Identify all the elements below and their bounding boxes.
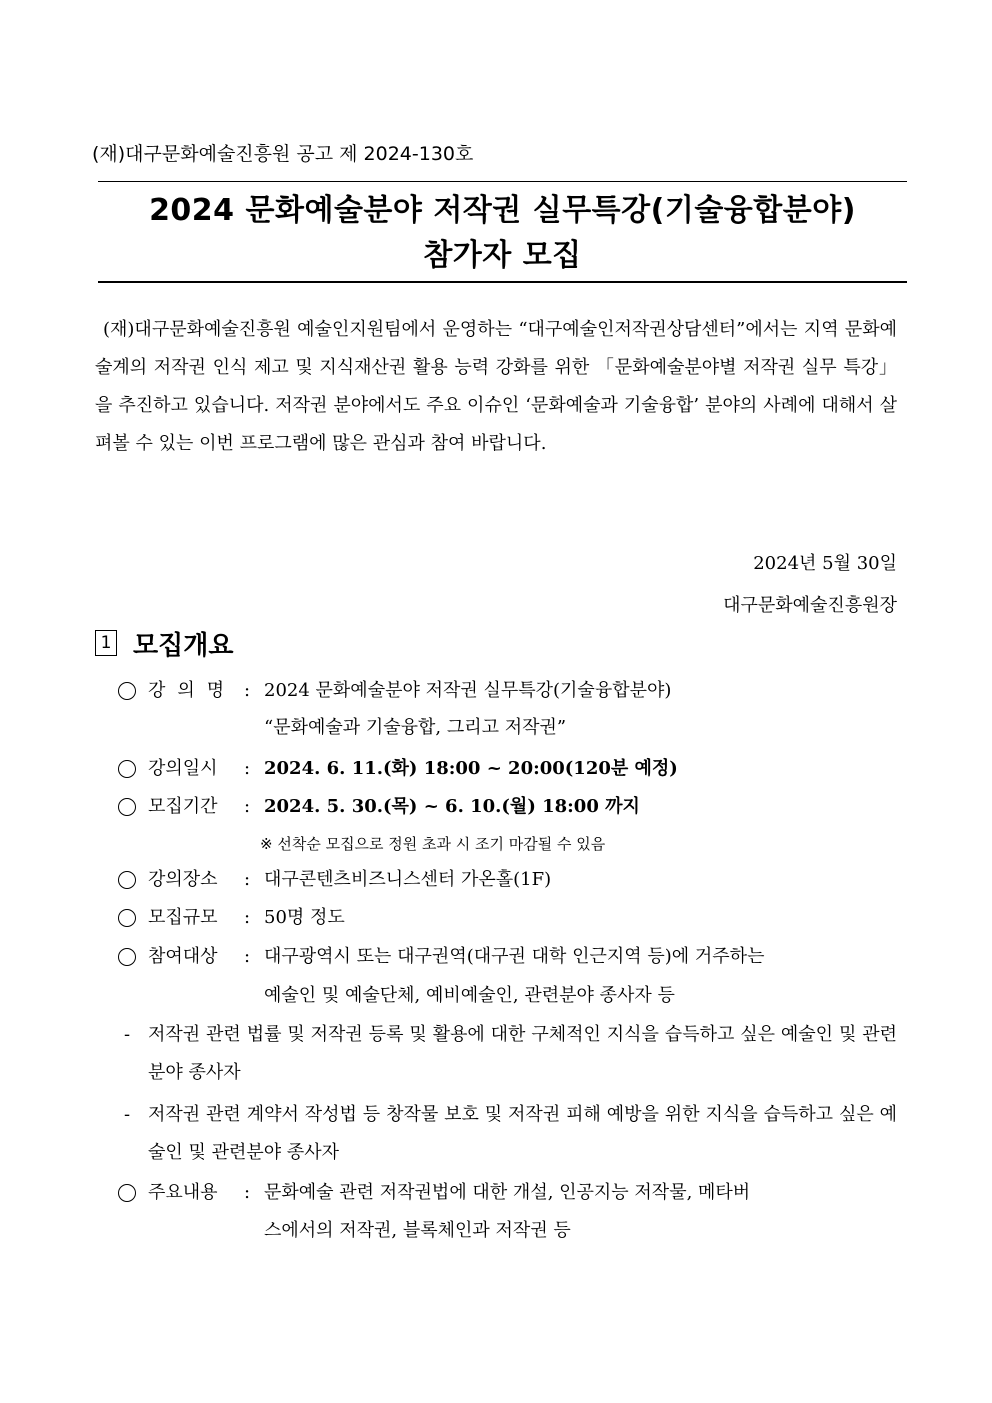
item-label-lecture-datetime: 강의일시	[148, 758, 218, 779]
item-colon: :	[244, 758, 251, 779]
target-detail-text: 저작권 관련 법률 및 저작권 등록 및 활용에 대한 구체적인 지식을 습득하고 싶은 예술인 및 관련분야 종사자	[148, 1024, 897, 1083]
title-line-2: 참가자 모집	[423, 238, 582, 273]
title-bottom-rule	[98, 281, 907, 283]
notice-number: (재)대구문화예술진흥원 공고 제 2024-130호	[92, 143, 474, 165]
item-value-contents: 문화예술 관련 저작권법에 대한 개설, 인공지능 저작물, 메타버	[264, 1182, 751, 1203]
item-colon: :	[244, 869, 251, 890]
item-value-recruit-period: 2024. 5. 30.(목) ~ 6. 10.(월) 18:00 까지	[264, 796, 640, 817]
announcement-date: 2024년 5월 30일	[753, 553, 897, 574]
item-value-target-cont: 예술인 및 예술단체, 예비예술인, 관련분야 종사자 등	[264, 985, 675, 1006]
title-line-1: 2024 문화예술분야 저작권 실무특강(기술융합분야)	[149, 193, 856, 228]
item-label-contents: 주요내용	[148, 1182, 218, 1203]
item-value-venue: 대구콘텐츠비즈니스센터 가온홀(1F)	[264, 869, 552, 890]
item-label-capacity: 모집규모	[148, 907, 218, 928]
section-title: 모집개요	[133, 630, 234, 661]
recruit-note: ※ 선착순 모집으로 정원 초과 시 조기 마감될 수 있음	[260, 835, 606, 853]
issuer-name: 대구문화예술진흥원장	[723, 595, 897, 616]
dash-bullet: -	[124, 1024, 131, 1045]
item-value-contents-cont: 스에서의 저작권, 블록체인과 저작권 등	[264, 1220, 571, 1241]
item-value-lecture-subtitle: “문화예술과 기술융합, 그리고 저작권”	[264, 717, 567, 738]
item-colon: :	[244, 680, 251, 701]
item-value-target: 대구광역시 또는 대구권역(대구권 대학 인근지역 등)에 거주하는	[264, 946, 765, 967]
item-label-venue: 강의장소	[148, 869, 218, 890]
item-value-lecture-name: 2024 문화예술분야 저작권 실무특강(기술융합분야)	[264, 680, 672, 701]
circle-bullet-icon	[118, 948, 136, 966]
item-label-lecture-name: 강의명	[148, 680, 237, 701]
item-colon: :	[244, 946, 251, 967]
item-value-lecture-datetime: 2024. 6. 11.(화) 18:00 ~ 20:00(120분 예정)	[264, 758, 678, 779]
title-top-rule	[98, 181, 907, 182]
item-colon: :	[244, 1182, 251, 1203]
circle-bullet-icon	[118, 682, 136, 700]
target-detail-item	[124, 1096, 897, 1172]
circle-bullet-icon	[118, 871, 136, 889]
dash-bullet: -	[124, 1104, 131, 1125]
section-number-box: 1	[95, 630, 117, 656]
section-heading	[95, 626, 233, 660]
circle-bullet-icon	[118, 760, 136, 778]
item-colon: :	[244, 907, 251, 928]
circle-bullet-icon	[118, 909, 136, 927]
item-label-target: 참여대상	[148, 946, 218, 967]
target-detail-item	[124, 1016, 897, 1092]
item-label-recruit-period: 모집기간	[148, 796, 218, 817]
item-value-capacity: 50명 정도	[264, 907, 345, 928]
target-detail-text: 저작권 관련 계약서 작성법 등 창작물 보호 및 저작권 피해 예방을 위한 지식을 습득하고 싶은 예술인 및 관련분야 종사자	[148, 1104, 897, 1163]
item-colon: :	[244, 796, 251, 817]
circle-bullet-icon	[118, 1184, 136, 1202]
intro-paragraph: (재)대구문화예술진흥원 예술인지원팀에서 운영하는 “대구예술인저작권상담센터”에서는 지역 문화예술계의 저작권 인식 제고 및 지식재산권 활용 능력 강화를 위한 「문화예술분야별 저작권 실무 특강」을 추진하고 있습니다. 저작권 분야에서도 주요 이슈인 ‘문화예술과 기술융합’ 분야의 사례에 대해서 살펴볼 수 있는 이번 프로그램에 많은 관심과 참여 바랍니다.	[95, 319, 897, 454]
document-title	[98, 188, 907, 278]
circle-bullet-icon	[118, 798, 136, 816]
